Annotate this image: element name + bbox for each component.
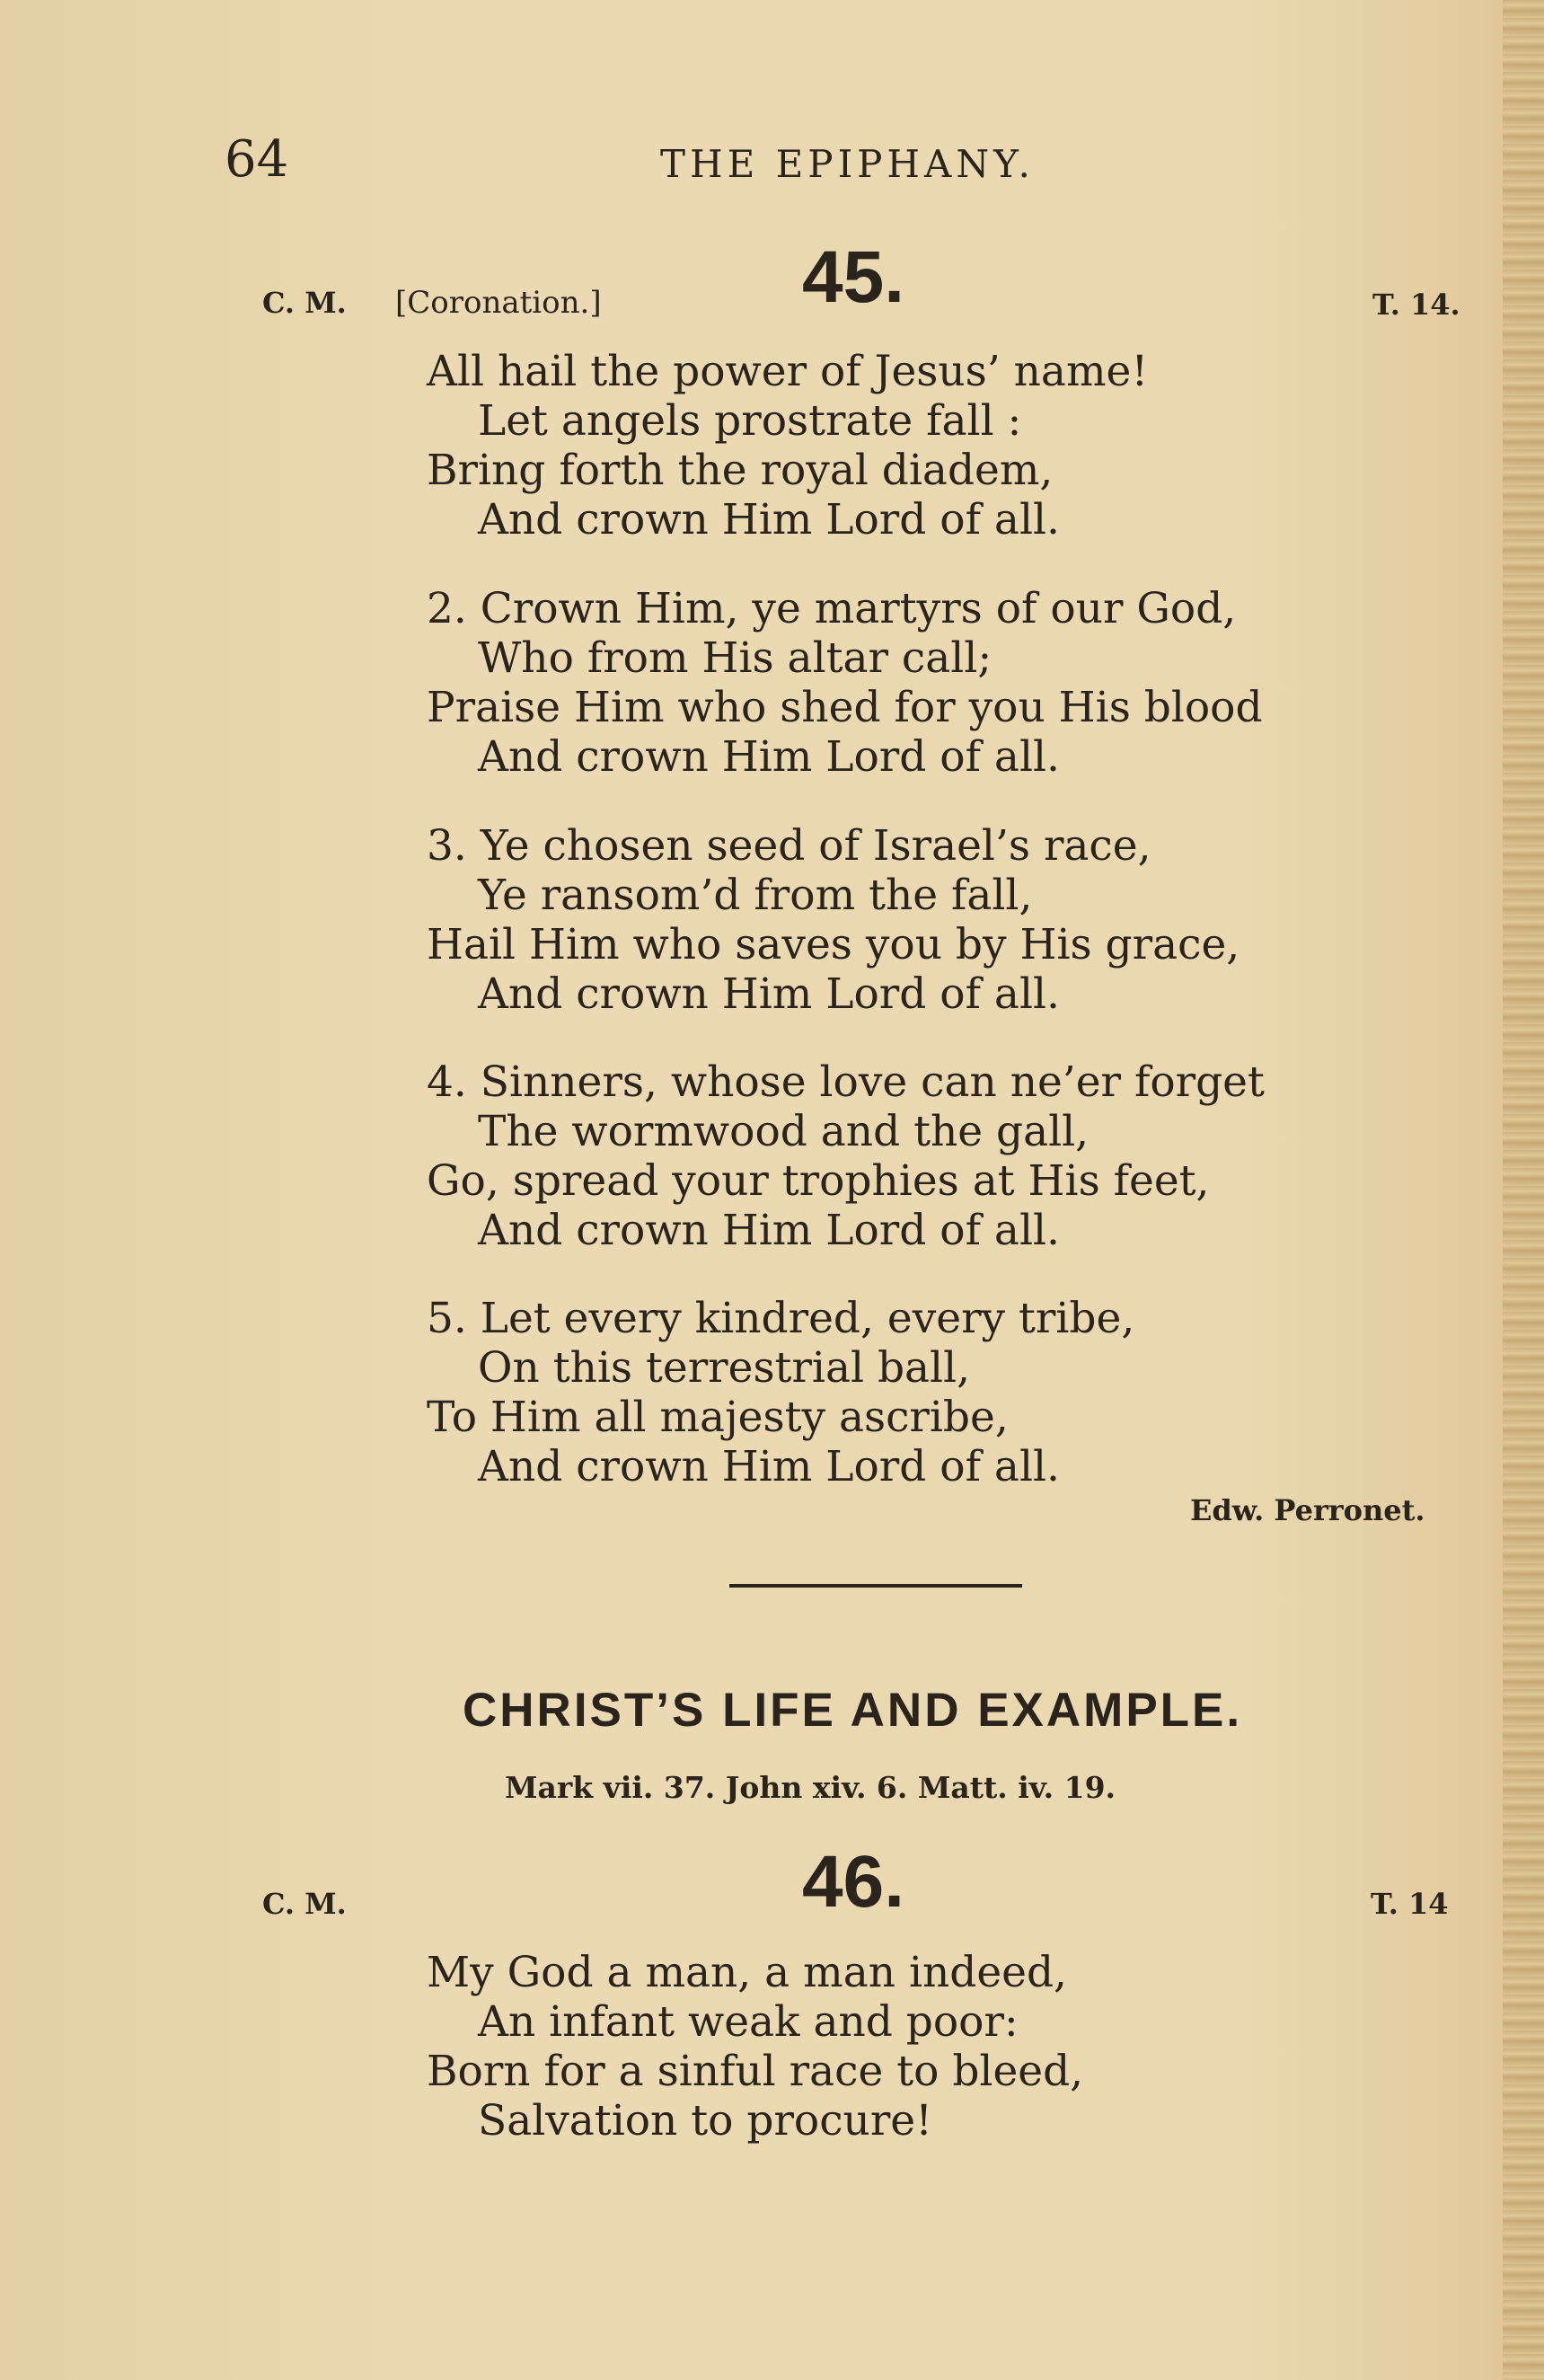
verse-line: 2. Crown Him, ye martyrs of our God, [427, 584, 1237, 633]
verse-line: Born for a sinful race to bleed, [427, 2047, 1084, 2096]
verse-line: Go, spread your trophies at His feet, [427, 1156, 1210, 1206]
verse-line: 3. Ye chosen seed of Israel’s race, [427, 821, 1151, 871]
verse-line: All hail the power of Jesus’ name! [427, 347, 1149, 396]
verse-line: Ye ransom’d from the fall, [478, 871, 1033, 920]
hymn-46-tune-ref: T. 14 [1371, 1887, 1449, 1921]
page-edge [1503, 0, 1544, 2380]
hymn-45-meter: C. M. [262, 286, 347, 320]
verse-line: And crown Him Lord of all. [478, 969, 1060, 1019]
verse-line: Who from His altar call; [478, 633, 993, 683]
hymn-45-stanza-1 [427, 347, 1148, 544]
verse-line: The wormwood and the gall, [478, 1107, 1090, 1156]
running-head: THE EPIPHANY. [660, 142, 1035, 186]
hymn-46-meter: C. M. [262, 1887, 347, 1921]
section-divider [729, 1584, 1022, 1588]
hymn-45-author: Edw. Perronet. [1190, 1493, 1425, 1527]
section-title: CHRIST’S LIFE AND EXAMPLE. [463, 1684, 1243, 1737]
verse-line: An infant weak and poor: [478, 1997, 1019, 2047]
verse-line: Salvation to procure! [478, 2096, 932, 2146]
verse-line: And crown Him Lord of all. [478, 1442, 1060, 1491]
verse-line: Let angels prostrate fall : [478, 396, 1022, 446]
hymn-45-tune-ref: T. 14. [1372, 288, 1460, 322]
verse-line: And crown Him Lord of all. [478, 1206, 1060, 1255]
hymn-45-number: 45. [802, 236, 904, 318]
scripture-references: Mark vii. 37. John xiv. 6. Matt. iv. 19. [505, 1770, 1116, 1805]
hymn-46-stanza-1 [427, 1948, 1083, 2146]
hymn-45-tune-name: [Coronation.] [395, 285, 602, 321]
verse-line: On this terrestrial ball, [478, 1343, 971, 1393]
verse-line: Praise Him who shed for you His blood [427, 683, 1263, 732]
verse-line: And crown Him Lord of all. [478, 732, 1060, 782]
hymn-45-stanza-5 [427, 1294, 1134, 1491]
hymn-45-stanza-4 [427, 1057, 1265, 1255]
verse-line: 4. Sinners, whose love can ne’er forget [427, 1057, 1265, 1107]
hymn-45-stanza-2 [427, 584, 1263, 782]
verse-line: And crown Him Lord of all. [478, 495, 1060, 544]
verse-line: Hail Him who saves you by His grace, [427, 920, 1240, 969]
verse-line: To Him all majesty ascribe, [427, 1393, 1009, 1442]
verse-line: My God a man, a man indeed, [427, 1948, 1067, 1997]
hymn-45-stanza-3 [427, 821, 1240, 1019]
hymn-46-number: 46. [802, 1841, 904, 1923]
page-number: 64 [225, 130, 289, 189]
verse-line: Bring forth the royal diadem, [427, 446, 1054, 495]
verse-line: 5. Let every kindred, every tribe, [427, 1294, 1135, 1343]
